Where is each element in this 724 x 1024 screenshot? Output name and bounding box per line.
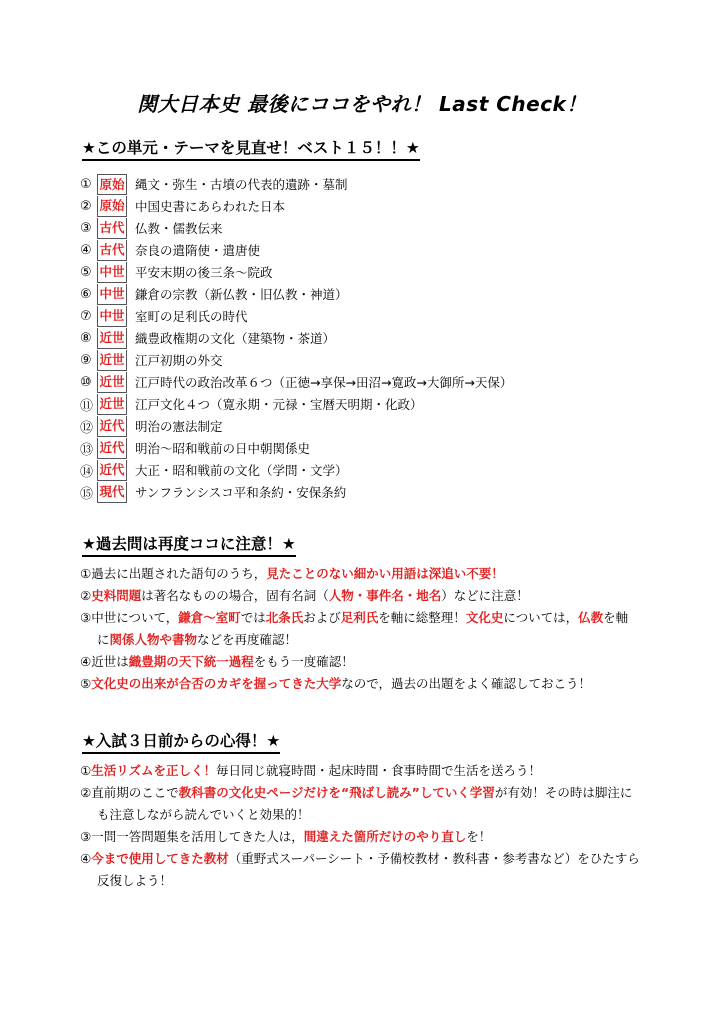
list-item [80, 195, 512, 217]
highlight: 仏教 [578, 610, 604, 625]
best15-list [80, 173, 512, 503]
highlight: 教科書の文化史ページだけを“飛ばし読み”していく学習 [178, 785, 495, 800]
note-3 [80, 607, 628, 651]
item-topic: 仏教・儒教伝来 [135, 221, 223, 236]
item-number: ⑨ [80, 352, 92, 368]
note-text: を軸に総整理！ [378, 610, 466, 625]
tip-1 [80, 760, 541, 782]
highlight: 生活リズムを正しく！ [91, 763, 216, 778]
note-4 [80, 651, 354, 673]
tip-text: ① [80, 763, 92, 778]
item-number: ⑮ [80, 486, 94, 502]
tip-text: を！ [466, 829, 492, 844]
highlight: 間違えた箇所だけのやり直し [303, 829, 467, 844]
list-item [80, 239, 512, 261]
list-item [80, 173, 512, 195]
tip-text: ③一問一答問題集を活用してきた人は， [80, 829, 304, 844]
tip-2 [80, 782, 632, 826]
item-number: ⑫ [80, 420, 94, 436]
note-text: ② [80, 588, 92, 603]
era-badge: 古代 [97, 218, 127, 239]
era-badge: 近世 [97, 328, 127, 349]
note-text: ①過去に出題された語句のうち， [80, 566, 267, 581]
list-item [80, 393, 512, 415]
list-item [80, 481, 512, 503]
section-heading-3-days: ★入試３日前からの心得！★ [82, 729, 280, 754]
item-topic: 江戸時代の政治改革６つ（正徳→享保→田沼→寛政→大御所→天保） [135, 375, 513, 390]
item-topic: 室町の足利氏の時代 [135, 309, 248, 324]
item-number: ⑧ [80, 330, 92, 346]
note-text: については， [503, 610, 579, 625]
tip-4 [80, 848, 640, 892]
tip-text: 反復しよう！ [97, 873, 173, 888]
item-number: ⑥ [80, 286, 92, 302]
era-badge: 中世 [97, 306, 127, 327]
note-2 [80, 585, 529, 607]
list-item [80, 261, 512, 283]
item-topic: 縄文・弥生・古墳の代表的遺跡・墓制 [135, 177, 348, 192]
era-badge: 中世 [97, 262, 127, 283]
list-item [80, 305, 512, 327]
item-topic: 奈良の遣隋使・遣唐使 [135, 243, 261, 258]
highlight: 見たことのない細かい用語は深追い不要！ [266, 566, 504, 581]
item-number: ⑤ [80, 264, 92, 280]
highlight: 織豊期の天下統一過程 [128, 654, 254, 669]
highlight: 人物・事件名・地名 [328, 588, 442, 603]
item-number: ② [80, 198, 92, 214]
era-badge: 近世 [97, 394, 127, 415]
note-text: および [303, 610, 341, 625]
note-text: は著名なものの場合，固有名詞（ [141, 588, 329, 603]
note-text: ⑤ [80, 676, 92, 691]
era-badge: 近代 [97, 460, 127, 481]
section-heading-best15: ★この単元・テーマを見直せ！ベスト１５！！★ [82, 136, 420, 161]
highlight: 足利氏 [340, 610, 379, 625]
note-text: ③中世について， [80, 610, 179, 625]
item-number: ⑦ [80, 308, 92, 324]
item-topic: 織豊政権期の文化（建築物・茶道） [135, 331, 336, 346]
list-item [80, 327, 512, 349]
item-number: ④ [80, 242, 92, 258]
era-badge: 近代 [97, 416, 127, 437]
list-item [80, 371, 512, 393]
era-badge: 原始 [97, 174, 127, 195]
highlight: 関係人物や書物 [109, 632, 198, 647]
tip-3 [80, 826, 491, 848]
note-5 [80, 673, 591, 695]
era-badge: 近世 [97, 372, 127, 393]
tip-text: が有効！その時は脚注に [494, 785, 633, 800]
item-topic: 江戸文化４つ（寛永期・元禄・宝暦天明期・化政） [135, 397, 423, 412]
note-text: ④近世は [80, 654, 129, 669]
item-topic: 中国史書にあらわれた日本 [135, 199, 286, 214]
tip-text: ④ [80, 851, 92, 866]
item-topic: 平安末期の後三条～院政 [135, 265, 273, 280]
era-badge: 近世 [97, 350, 127, 371]
item-topic: 鎌倉の宗教（新仏教・旧仏教・神道） [135, 287, 348, 302]
list-item [80, 459, 512, 481]
note-text: では [240, 610, 266, 625]
item-topic: 明治の憲法制定 [135, 419, 223, 434]
era-badge: 古代 [97, 240, 127, 261]
item-number: ③ [80, 220, 92, 236]
note-text: ）などに注意！ [441, 588, 529, 603]
section-heading-past-exams: ★過去問は再度ココに注意！★ [82, 532, 296, 557]
note-text: などを再度確認！ [197, 632, 298, 647]
item-number: ⑩ [80, 374, 92, 390]
note-text: に [97, 632, 110, 647]
tip-text: も注意しながら読んでいくと効果的！ [97, 807, 310, 822]
highlight: 鎌倉～室町 [178, 610, 241, 625]
highlight: 北条氏 [265, 610, 304, 625]
list-item [80, 283, 512, 305]
era-badge: 近代 [97, 438, 127, 459]
list-item [80, 217, 512, 239]
item-topic: 大正・昭和戦前の文化（学問・文学） [135, 463, 348, 478]
note-text: なので，過去の出題をよく確認しておこう！ [341, 676, 591, 691]
item-number: ① [80, 176, 92, 192]
item-topic: 明治～昭和戦前の日中朝関係史 [135, 441, 311, 456]
tip-text: ②直前期のここで [80, 785, 179, 800]
item-number: ⑬ [80, 442, 94, 458]
list-item [80, 349, 512, 371]
note-1 [80, 563, 504, 585]
note-text: を軸 [603, 610, 629, 625]
note-text: をもう一度確認！ [253, 654, 354, 669]
era-badge: 原始 [97, 196, 127, 217]
item-topic: サンフランシスコ平和条約・安保条約 [135, 485, 347, 500]
tip-text: 毎日同じ就寝時間・起床時間・食事時間で生活を送ろう！ [215, 763, 541, 778]
item-topic: 江戸初期の外交 [135, 353, 223, 368]
era-badge: 中世 [97, 284, 127, 305]
era-badge: 現代 [97, 482, 127, 503]
list-item [80, 415, 512, 437]
tip-text: （重野式スーパーシート・予備校教材・教科書・参考書など）をひたすら [228, 851, 640, 866]
highlight: 文化史の出来が合否のカギを握ってきた大学 [91, 676, 342, 691]
highlight: 今まで使用してきた教材 [91, 851, 229, 866]
item-number: ⑪ [80, 398, 94, 414]
page-title: 関大日本史 最後にココをやれ！ Last Check！ [137, 92, 587, 116]
highlight: 文化史 [465, 610, 504, 625]
list-item [80, 437, 512, 459]
highlight: 史料問題 [91, 588, 142, 603]
item-number: ⑭ [80, 464, 94, 480]
